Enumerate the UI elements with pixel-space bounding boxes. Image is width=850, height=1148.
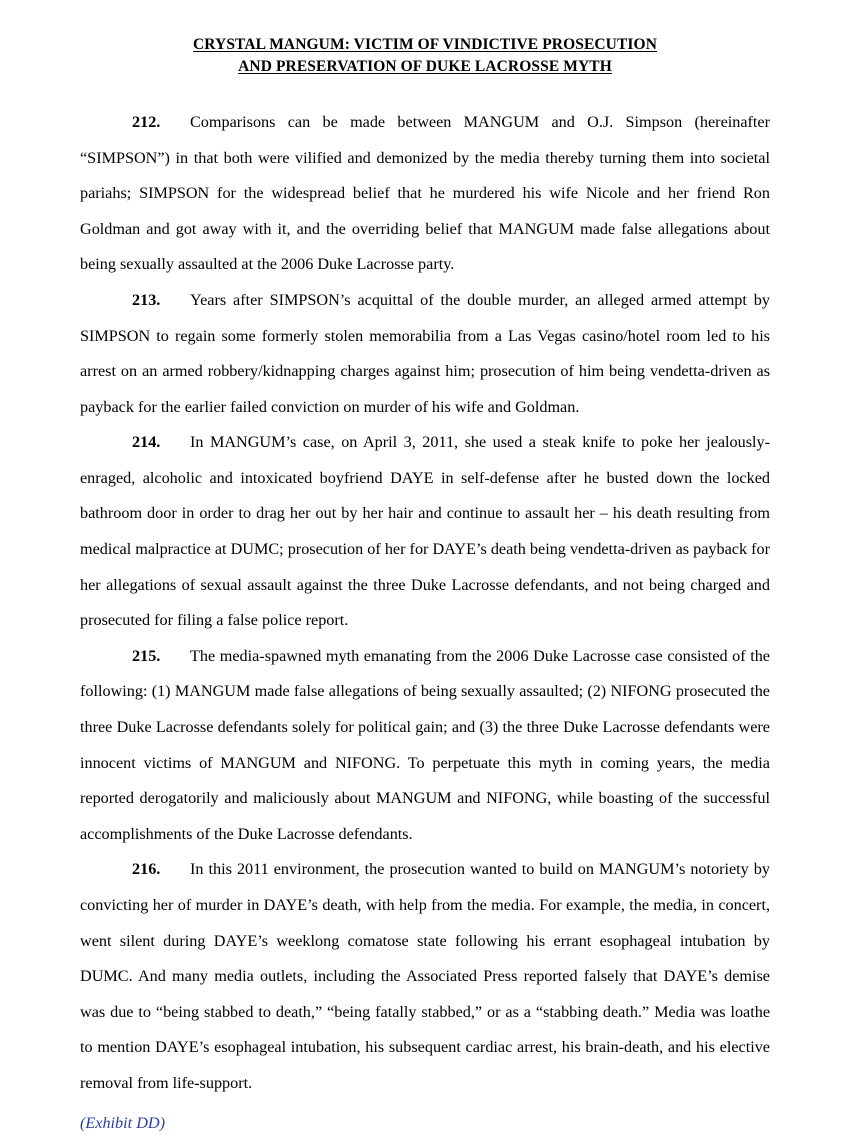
paragraph-text: Years after SIMPSON’s acquittal of the double murder, an alleged armed attempt by SIMPSON to regain some formerly stolen memorabilia from a Las Vegas casino/hotel room led to his arrest on an armed robbery/kidnapping charges against him; prosecution of him being vendetta-driven as payback for the earlier failed conviction on murder of his wife and Goldman. [80, 290, 770, 416]
paragraph-number: 214. [132, 433, 161, 452]
paragraph-213 [80, 283, 770, 425]
paragraph-212 [80, 105, 770, 283]
paragraph-text: Comparisons can be made between MANGUM and O.J. Simpson (hereinafter “SIMPSON”) in that both were vilified and demonized by the media thereby turning them into societal pariahs; SIMPSON for the widespread belief that he murdered his wife Nicole and her friend Ron Goldman and got away with it, and the overriding belief that MANGUM made false allegations about being sexually assaulted at the 2006 Duke Lacrosse party. [80, 112, 770, 274]
paragraph-number: 213. [132, 290, 161, 309]
paragraph-215 [80, 639, 770, 853]
page-title [80, 34, 770, 79]
page-title-line-2: AND PRESERVATION OF DUKE LACROSSE MYTH [238, 58, 612, 76]
page-title-line-1: CRYSTAL MANGUM: VICTIM OF VINDICTIVE PROSECUTION [193, 36, 657, 53]
paragraph-number: 215. [132, 646, 161, 665]
paragraph-text: In MANGUM’s case, on April 3, 2011, she used a steak knife to poke her jealously-enraged, alcoholic and intoxicated boyfriend DAYE in self-defense after he busted down the locked bathroom door in order to drag her out by her hair and continue to assault her – his death resulting from medical malpractice at DUMC; prosecution of her for DAYE’s death being vendetta-driven as payback for her allegations of sexual assault against the three Duke Lacrosse defendants, and not being charged and prosecuted for filing a false police report. [80, 433, 770, 630]
paragraph-number: 216. [132, 860, 161, 879]
paragraph-text: The media-spawned myth emanating from the 2006 Duke Lacrosse case consisted of the following: (1) MANGUM made false allegations of being sexually assaulted; (2) NIFONG prosecuted the three Duke Lacrosse defendants solely for political gain; and (3) the three Duke Lacrosse defendants were innocent victims of MANGUM and NIFONG. To perpetuate this myth in coming years, the media reported derogatorily and maliciously about MANGUM and NIFONG, while boasting of the successful accomplishments of the Duke Lacrosse defendants. [80, 646, 770, 843]
paragraph-number: 212. [132, 112, 161, 131]
paragraph-text: In this 2011 environment, the prosecution wanted to build on MANGUM’s notoriety by convicting her of murder in DAYE’s death, with help from the media. For example, the media, in concert, went silent during DAYE’s weeklong comatose state following his errant esophageal intubation by DUMC. And many media outlets, including the Associated Press reported falsely that DAYE’s demise was due to “being stabbed to death,” “being fatally stabbed,” or as a “stabbing death.” Media was loathe to mention DAYE’s esophageal intubation, his subsequent cardiac arrest, his brain-death, and his elective removal from life-support. [80, 860, 770, 1092]
exhibit-reference: (Exhibit DD) [80, 1113, 165, 1132]
paragraph-214 [80, 425, 770, 639]
paragraph-216 [80, 852, 770, 1101]
